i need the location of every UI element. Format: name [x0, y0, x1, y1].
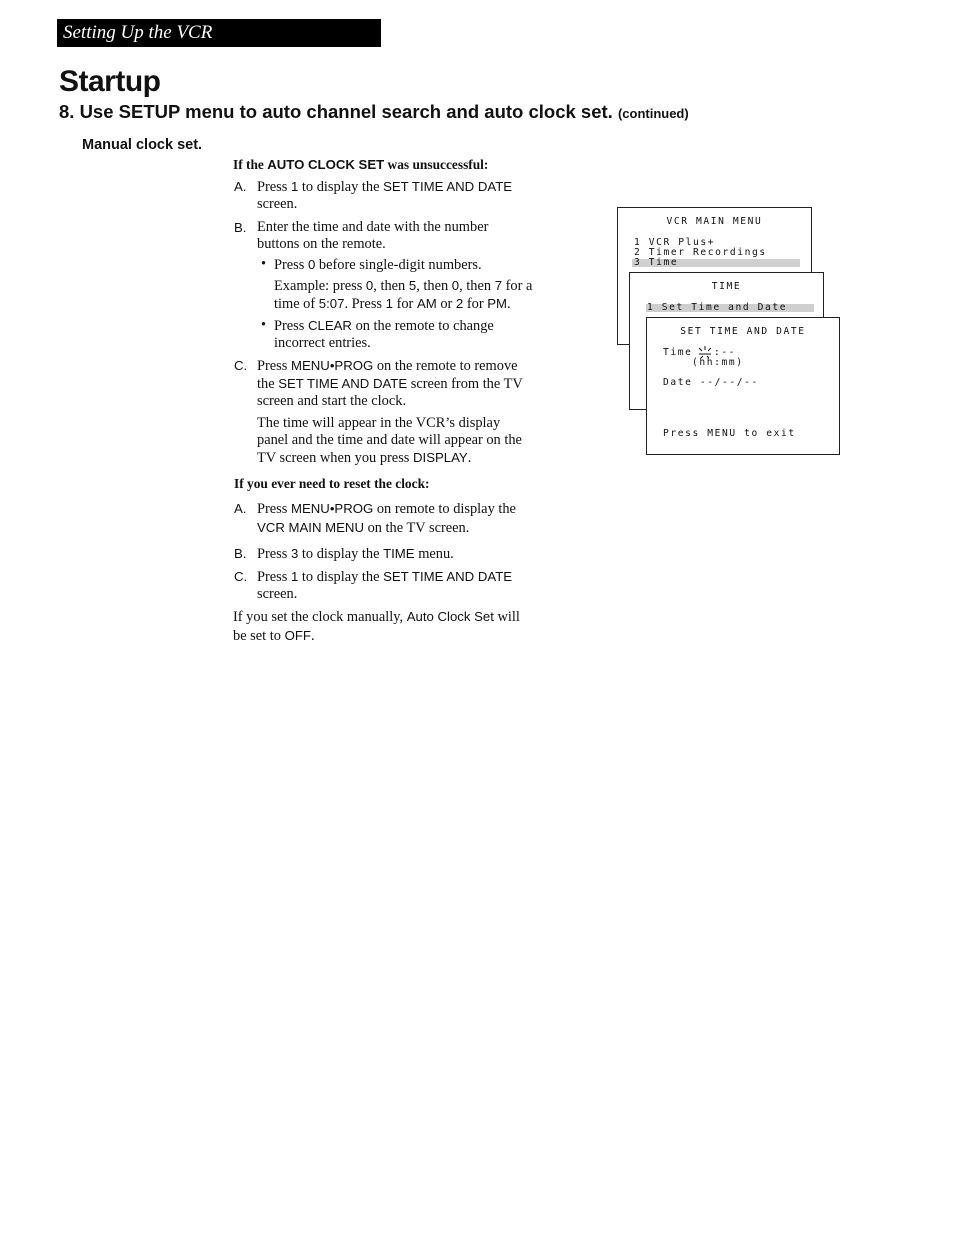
step-text: Press MENU•PROG on the remote to remove the SET TIME AND DATE screen from the TV screen and start the clock.	[257, 358, 523, 410]
reset-step-a	[233, 500, 533, 536]
reset-step-b	[233, 545, 533, 563]
step-text: Press MENU•PROG on remote to display the VCR MAIN MENU on the TV screen.	[257, 501, 516, 536]
manual-intro: If the AUTO CLOCK SET was unsuccessful:	[233, 157, 489, 172]
screen-title: SET TIME AND DATE	[680, 326, 806, 337]
step-text: Press 1 to display the SET TIME AND DATE screen.	[257, 179, 513, 213]
time-value: :--	[714, 347, 737, 358]
menu-item-timer-recordings: 2 Timer Recordings	[634, 247, 767, 258]
section-title: Setting Up the VCR	[63, 22, 213, 43]
time-format-hint: (hh:mm)	[692, 357, 744, 368]
manual-step-a	[233, 178, 533, 213]
exit-hint: Press MENU to exit	[663, 428, 796, 439]
menu-item-set-time-and-date: 1 Set Time and Date	[647, 302, 788, 313]
step-letter: A.	[234, 179, 247, 195]
step-letter: B.	[234, 219, 247, 235]
reset-heading: If you ever need to reset the clock:	[234, 476, 430, 492]
sub-heading: Manual clock set.	[82, 137, 203, 153]
manual-step-c	[233, 357, 533, 467]
step-letter: B.	[234, 545, 247, 561]
step-letter: C.	[234, 569, 248, 585]
section-header-bar	[57, 19, 381, 47]
closing-note: If you set the clock manually, Auto Clock Set will be set to OFF.	[233, 609, 520, 644]
screen-title: VCR MAIN MENU	[666, 216, 763, 227]
time-label: Time	[663, 347, 693, 358]
step-text: Press 3 to display the TIME menu.	[257, 545, 454, 562]
page-title: Startup	[59, 65, 161, 98]
step-text: Enter the time and date with the number buttons on the remote.	[257, 218, 489, 252]
screen-title: TIME	[711, 281, 742, 292]
step-note: The time will appear in the VCR’s display panel and the time and date will appear on the TV screen when you press DISPLAY.	[257, 414, 522, 467]
bullet-single-digit: • Press 0 before single-digit numbers. Example: press 0, then 5, then 0, then 7 for a time of 5:07. Press 1 for AM or 2 for PM.	[261, 256, 533, 313]
reset-step-c	[233, 568, 533, 603]
step-heading	[59, 101, 689, 125]
auto-clock-set-key: AUTO CLOCK SET	[267, 157, 385, 172]
bullet-clear: • Press CLEAR on the remote to change incorrect entries.	[261, 316, 494, 351]
menu-item-time: 3 Time	[634, 257, 679, 268]
step-letter: A.	[234, 501, 247, 517]
step-heading-text: 8. Use SETUP menu to auto channel search and auto clock set.	[59, 101, 613, 122]
example-text: Example: press 0, then 5, then 0, then 7 for a time of 5:07. Press 1 for AM or 2 for PM.	[274, 278, 533, 313]
bullet-list	[257, 256, 533, 352]
bullet-dot: •	[261, 316, 267, 333]
manual-step-b	[233, 219, 533, 352]
bullet-dot: •	[261, 256, 267, 273]
step-letter: C.	[234, 358, 248, 374]
step-text: Press 1 to display the SET TIME AND DATE screen.	[257, 569, 513, 603]
instructions-column	[233, 156, 533, 645]
set-time-and-date-screen	[646, 317, 840, 455]
date-line: Date --/--/--	[663, 377, 759, 388]
continued-label: (continued)	[617, 106, 689, 121]
menu-item-vcr-plus: 1 VCR Plus+	[634, 237, 716, 248]
